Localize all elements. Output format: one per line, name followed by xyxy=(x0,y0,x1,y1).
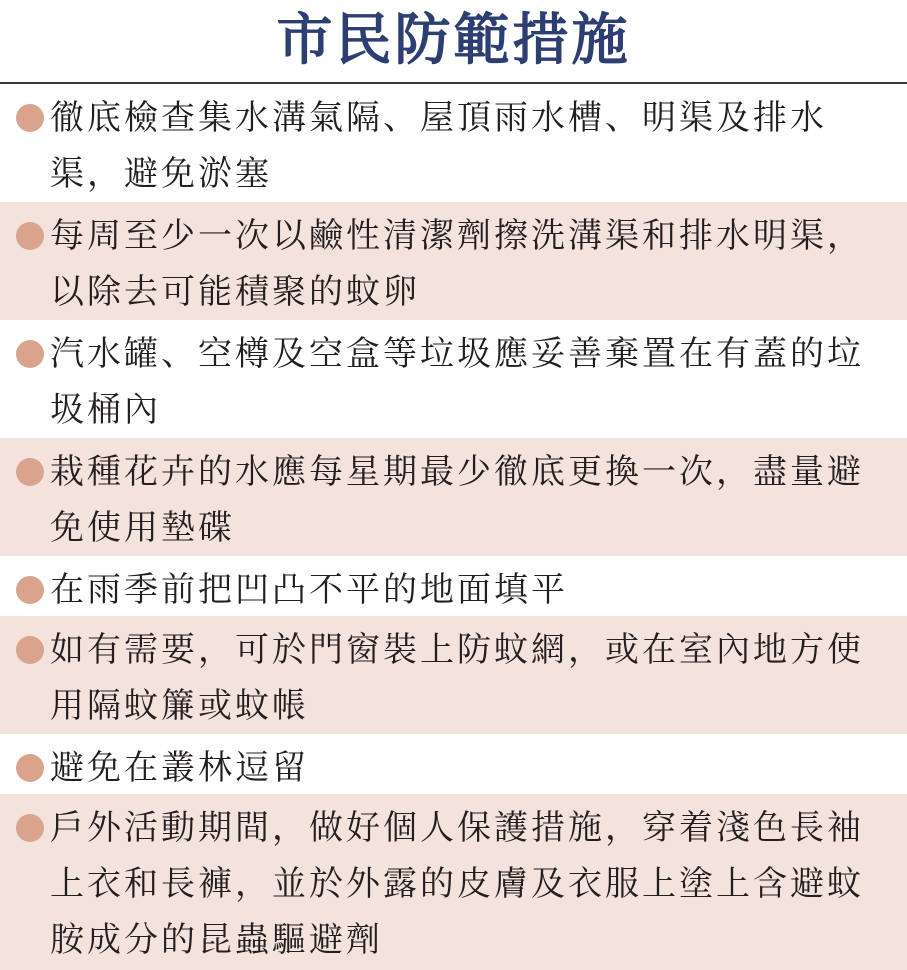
bullet-dot-icon xyxy=(16,814,44,842)
bullet-dot-icon xyxy=(16,222,44,250)
list-item-text: 在雨季前把凹凸不平的地面填平 xyxy=(50,570,568,610)
list-item-text: 徹底檢查集水溝氣隔、屋頂雨水槽、明渠及排水渠，避免淤塞 xyxy=(50,98,827,194)
list-item xyxy=(0,734,907,794)
list-item xyxy=(0,202,907,320)
page-title: 市民防範措施 xyxy=(276,8,631,73)
bullet-dot-icon xyxy=(16,458,44,486)
list-item-text: 避免在叢林逗留 xyxy=(50,748,309,788)
bullet-dot-icon xyxy=(16,754,44,782)
bullet-dot-icon xyxy=(16,576,44,604)
list-item-text: 栽種花卉的水應每星期最少徹底更換一次，盡量避免使用墊碟 xyxy=(50,452,864,548)
bullet-dot-icon xyxy=(16,104,44,132)
bullet-dot-icon xyxy=(16,636,44,664)
list-item xyxy=(0,84,907,202)
list-item-text: 汽水罐、空樽及空盒等垃圾應妥善棄置在有蓋的垃圾桶內 xyxy=(50,334,864,430)
list-item xyxy=(0,616,907,734)
list-item xyxy=(0,438,907,556)
list-item-text: 每周至少一次以鹼性清潔劑擦洗溝渠和排水明渠，以除去可能積聚的蚊卵 xyxy=(50,216,864,312)
list-item xyxy=(0,556,907,616)
list-item-text: 如有需要，可於門窗裝上防蚊網，或在室內地方使用隔蚊簾或蚊帳 xyxy=(50,630,864,726)
measures-list xyxy=(0,84,907,970)
list-item xyxy=(0,320,907,438)
list-item xyxy=(0,794,907,970)
bullet-dot-icon xyxy=(16,340,44,368)
list-item-text: 戶外活動期間，做好個人保護措施，穿着淺色長袖上衣和長褲，並於外露的皮膚及衣服上塗上含避蚊胺成分的昆蟲驅避劑 xyxy=(50,808,864,960)
header xyxy=(0,0,907,84)
